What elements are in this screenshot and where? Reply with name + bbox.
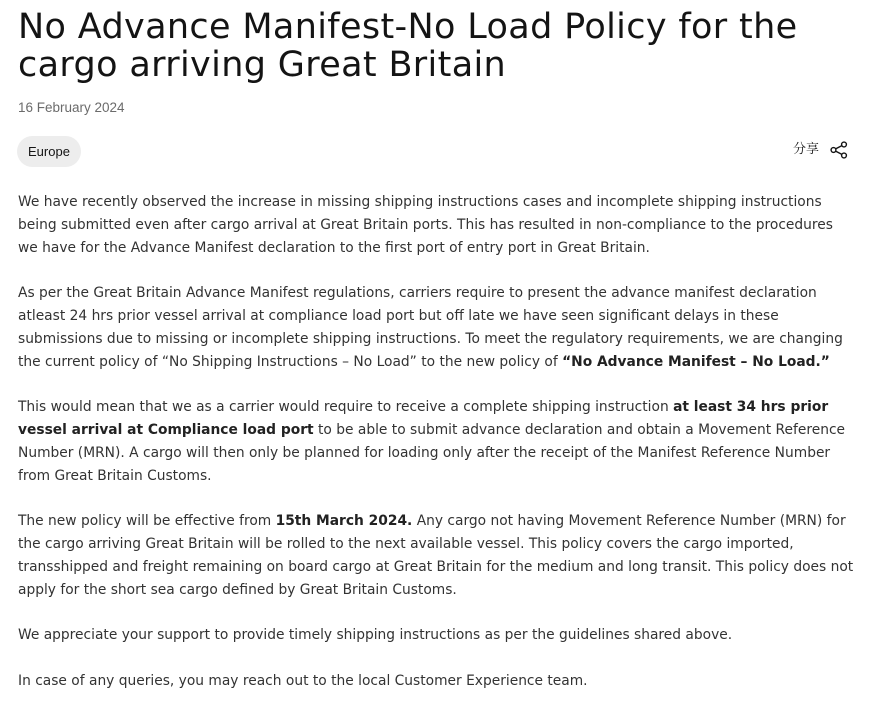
- share-button[interactable]: [793, 141, 848, 159]
- tag-row: [18, 136, 854, 168]
- paragraph-text: We appreciate your support to provide timely shipping instructions as per the guidelines shared above.: [18, 627, 733, 644]
- paragraph-text: As per the Great Britain Advance Manifest regulations, carriers require to present the advance manifest declaration atleast 24 hrs prior vessel arrival at compliance load port but off late we have seen significant delays in these submissions due to missing or incomplete shipping instructions. To meet the regulatory requirements, we are changing the current policy of “No Shipping Instructions – No Load” to the new policy of: [18, 285, 843, 370]
- region-tag[interactable]: Europe: [17, 136, 81, 167]
- paragraph-5: [18, 624, 854, 647]
- article: [18, 8, 854, 715]
- paragraph-3: [18, 396, 854, 487]
- paragraph-text: The new policy will be effective from: [18, 513, 276, 530]
- page-title: No Advance Manifest-No Load Policy for the cargo arriving Great Britain: [18, 7, 798, 85]
- article-body: [18, 191, 854, 693]
- share-label: 分享: [792, 142, 819, 157]
- paragraph-2: [18, 282, 854, 373]
- paragraph-text: We have recently observed the increase in missing shipping instructions cases and incomplete shipping instructions being submitted even after cargo arrival at Great Britain ports. This has resulted in non-compliance to the procedures we have for the Advance Manifest declaration to the first port of entry port in Great Britain.: [18, 194, 833, 256]
- paragraph-text: to be able to submit advance declaration and obtain a Movement Reference Number (MRN). A cargo will then only be planned for loading only after the receipt of the Manifest Reference Number from Great Britain Customs.: [18, 421, 846, 484]
- paragraph-1: [18, 191, 854, 259]
- paragraph-text: This would mean that we as a carrier would require to receive a complete shipping instruction: [18, 399, 674, 416]
- paragraph-text: Any cargo not having Movement Reference Number (MRN) for the cargo arriving Great Britain will be rolled to the next available vessel. This policy covers the cargo imported, transshipped and freight remaining on board cargo at Great Britain for the medium and long transit. This policy does not apply for the short sea cargo defined by Great Britain Customs.: [18, 513, 854, 598]
- emphasis-text: “No Advance Manifest – No Load.”: [562, 353, 830, 370]
- share-icon: [830, 141, 848, 159]
- emphasis-text: at least 34 hrs prior vessel arrival at Compliance load port: [18, 399, 829, 438]
- emphasis-text: 15th March 2024.: [275, 513, 413, 530]
- paragraph-text: In case of any queries, you may reach out to the local Customer Experience team.: [18, 672, 588, 689]
- paragraph-4: [18, 510, 854, 601]
- publish-date: 16 February 2024: [18, 100, 125, 115]
- paragraph-6: [18, 670, 854, 693]
